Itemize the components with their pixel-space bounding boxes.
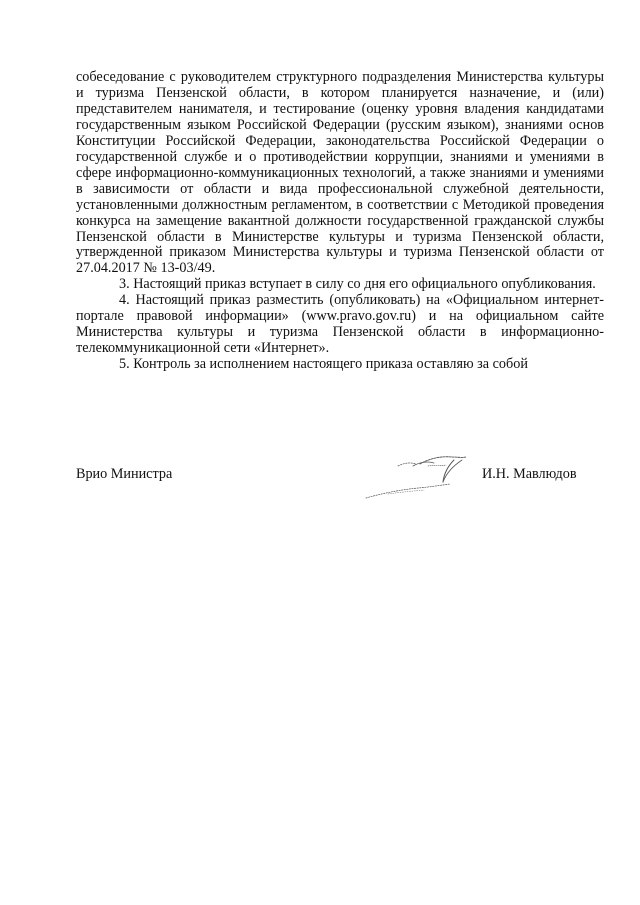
paragraph-continuation: собеседование с руководителем структурного подразделения Министерства культуры и туризма Пензенской области, в котором планируется назначение, и (или) представителем нанимателя, и тестирование (оценку уровня владения кандидатами государственным языком Российской Федерации (русским языком), знаниями основ Конституции Российской Федерации, законодательства Российской Федерации о государственной службе и о противодействии коррупции, знаниями и умениями в сфере информационно-коммуникационных технологий, а также знаниями и умениями в зависимости от области и вида профессиональной служебной деятельности, установленными должностным регламентом, в соответствии с Методикой проведения конкурса на замещение вакантной должности государственной гражданской службы Пензенской области в Министерстве культуры и туризма Пензенской области, утвержденной приказом Министерства культуры и туризма Пензенской области от 27.04.2017 № 13-03/49. bbox=[76, 69, 604, 277]
signatory-title: Врио Министра bbox=[76, 466, 173, 482]
signature-block bbox=[76, 466, 604, 506]
paragraph-item-4: 4. Настоящий приказ разместить (опубликовать) на «Официальном интернет-портале правовой информации» (www.pravo.gov.ru) и на официальном сайте Министерства культуры и туризма Пензенской области в информационно-телекоммуникационной сети «Интернет». bbox=[76, 292, 604, 357]
paragraph-item-5: 5. Контроль за исполнением настоящего приказа оставляю за собой bbox=[119, 356, 528, 373]
signatory-name: И.Н. Мавлюдов bbox=[482, 466, 577, 482]
document-body bbox=[76, 70, 604, 373]
paragraph-item-3: 3. Настоящий приказ вступает в силу со дня его официального опубликования. bbox=[119, 276, 596, 293]
handwritten-signature-icon bbox=[358, 454, 488, 504]
